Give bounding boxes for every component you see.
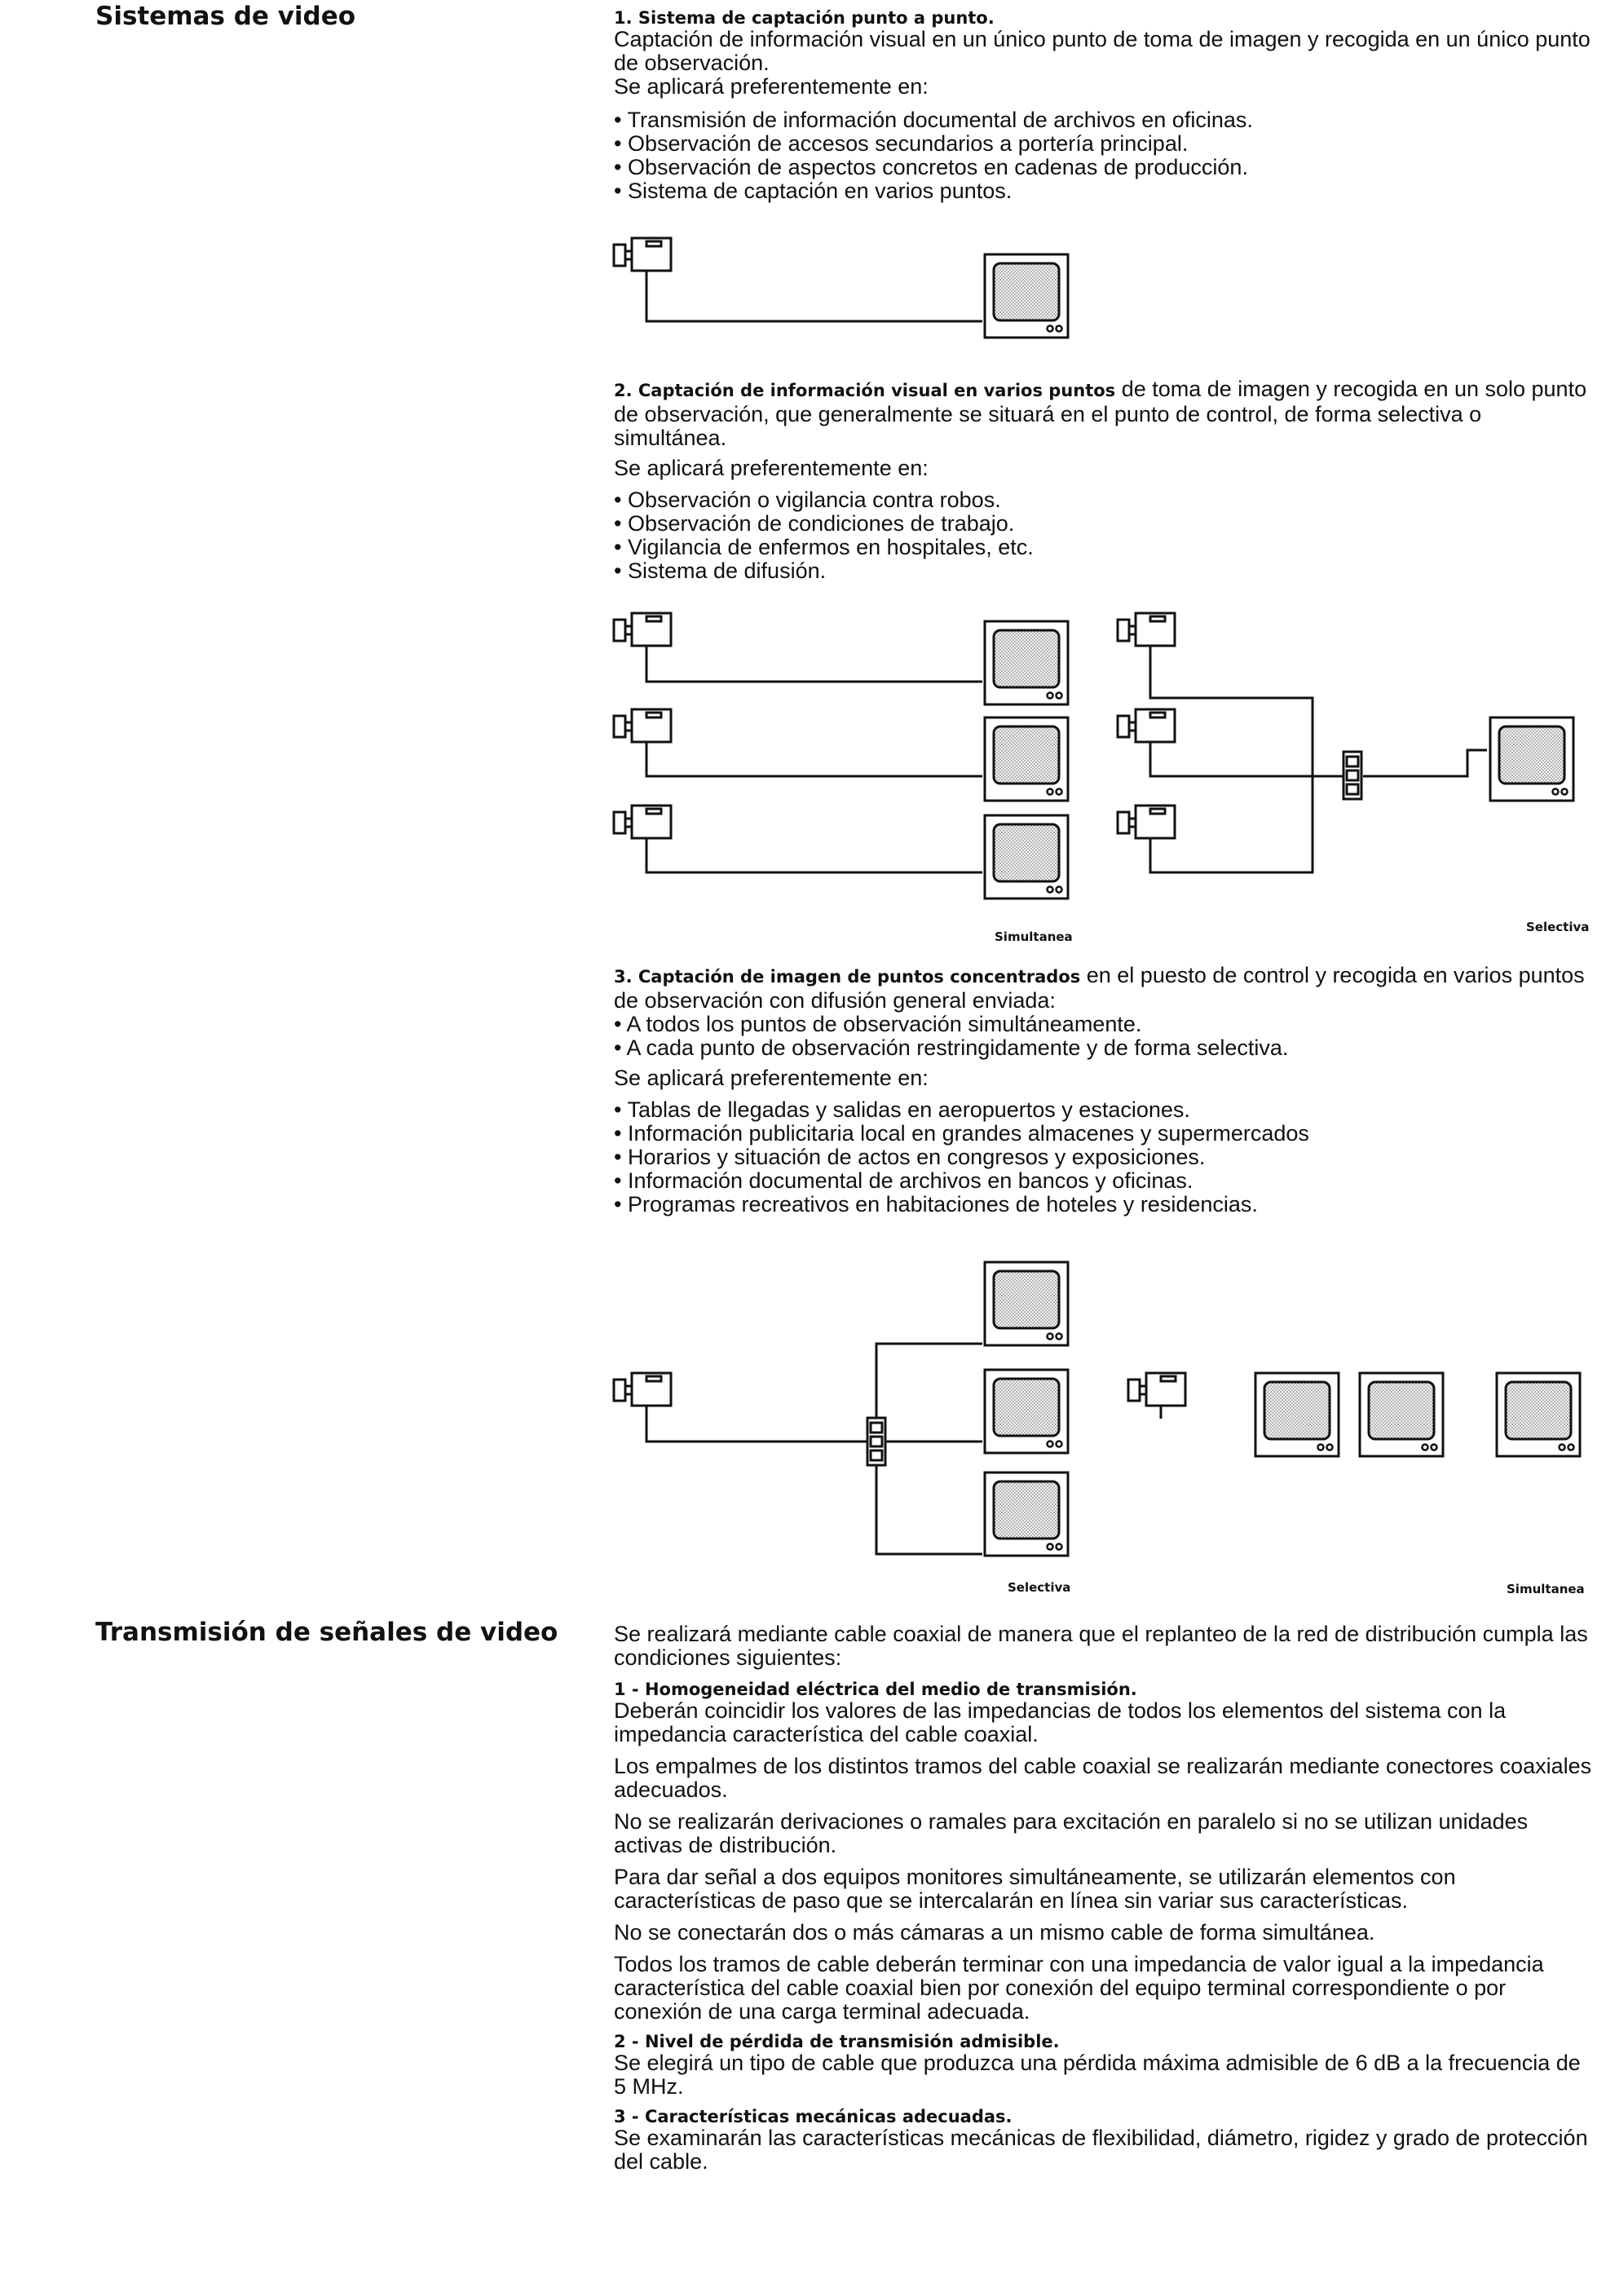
s2-heading-1: 1 - Homogeneidad eléctrica del medio de transmisión. [614,1680,1137,1699]
list-item: • Programas recreativos en habitaciones de hoteles y residencias. [614,1193,1596,1216]
s2-heading-2: 2 - Nivel de pérdida de transmisión admisible. [614,2032,1060,2051]
monitor-icon [1360,1373,1443,1456]
s2-paragraph: Se elegirá un tipo de cable que produzca una pérdida máxima admisible de 6 dB a la frecuencia de 5 MHz. [614,2051,1581,2099]
wiring [646,284,1487,1554]
list-item: • Observación de condiciones de trabajo. [614,512,1596,536]
s2-paragraph: No se realizarán derivaciones o ramales para excitación en paralelo si no se utilizan unidades activas de distribución. [614,1809,1529,1857]
monitor-icon [1497,1373,1580,1456]
s2-heading-3: 3 - Características mecánicas adecuadas. [614,2107,1013,2126]
list-item: • A cada punto de observación restringidamente y de forma selectiva. [614,1036,1596,1060]
s2-paragraph: Todos los tramos de cable deberán terminar con una impedancia de valor igual a la impedancia característica del cable coaxial bien por conexión del equipo terminal correspondiente o por conexión de una carga terminal adecuada. [614,1952,1544,2024]
monitor-icon [985,1370,1068,1453]
section-title-video-systems: Sistemas de video [95,2,356,31]
list-item: • A todos los puntos de observación simultáneamente. [614,1013,1596,1036]
list-item: • Tablas de llegadas y salidas en aeropuertos y estaciones. [614,1098,1596,1122]
item2-heading: 2. Captación de información visual en varios puntos [614,381,1116,400]
monitor-icon [985,1262,1068,1345]
monitor-icon [985,621,1068,704]
caption-simultanea-2: Simultanea [995,929,1073,944]
list-item: • Información publicitaria local en grandes almacenes y supermercados [614,1122,1596,1146]
camera-icon [1118,709,1175,755]
section-title-video-transmission: Transmisión de señales de video [95,1618,558,1647]
s2-paragraph: No se conectarán dos o más cámaras a un mismo cable de forma simultánea. [614,1920,1375,1945]
switcher-icon [867,1418,885,1465]
monitor-icon [1255,1373,1339,1456]
monitor-icon [985,718,1068,801]
s2-paragraph: Los empalmes de los distintos tramos del cable coaxial se realizarán mediante conectores coaxiales adecuados. [614,1754,1592,1802]
camera-icon [614,1373,671,1419]
camera-icon [614,238,671,284]
list-item: • Transmisión de información documental de archivos en oficinas. [614,108,1596,132]
item3-text: en el puesto de control y recogida en varios puntos de observación con difusión general enviada: [614,963,1585,1013]
s2-intro: Se realizará mediante cable coaxial de manera que el replanteo de la red de distribución cumpla las condiciones siguientes: [614,1622,1588,1670]
item2-applies: Se aplicará preferentemente en: [614,456,929,480]
s2-paragraph: Para dar señal a dos equipos monitores simultáneamente, se utilizarán elementos con características de paso que se intercalarán en línea sin variar sus características. [614,1865,1456,1913]
camera-icon [1118,806,1175,851]
list-item: • Observación de aspectos concretos en cadenas de producción. [614,156,1596,179]
caption-selectiva-3: Selectiva [1008,1580,1071,1595]
list-item: • Información documental de archivos en bancos y oficinas. [614,1169,1596,1193]
item3-applies: Se aplicará preferentemente en: [614,1066,929,1090]
monitor-icon [985,254,1068,338]
item1-heading: 1. Sistema de captación punto a punto. [614,8,995,28]
list-item: • Sistema de captación en varios puntos. [614,179,1596,203]
camera-icon [1118,613,1175,659]
s2-paragraph: Se examinarán las características mecánicas de flexibilidad, diámetro, rigidez y grado de protección del cable. [614,2126,1588,2174]
list-item: • Observación de accesos secundarios a portería principal. [614,132,1596,156]
monitor-icon [1490,718,1573,801]
caption-selectiva-2: Selectiva [1526,920,1590,934]
item3-heading: 3. Captación de imagen de puntos concentrados [614,967,1081,987]
item1-text: Captación de información visual en un único punto de toma de imagen y recogida en un único punto de observación. [614,27,1591,75]
s2-paragraph: Deberán coincidir los valores de las impedancias de todos los elementos del sistema con la impedancia característica del cable coaxial. [614,1698,1507,1746]
list-item: • Vigilancia de enfermos en hospitales, etc. [614,536,1596,559]
list-item: • Sistema de difusión. [614,559,1596,583]
monitor-icon [985,815,1068,899]
monitor-icon [985,1473,1068,1556]
caption-simultanea-3: Simultanea [1507,1582,1585,1596]
camera-icon [614,709,671,755]
list-item: • Observación o vigilancia contra robos. [614,488,1596,512]
camera-icon [614,806,671,851]
item2-text: de toma de imagen y recogida en un solo punto de observación, que generalmente se situará en el punto de control, de forma selectiva o simultánea. [614,377,1587,450]
list-item: • Horarios y situación de actos en congresos y exposiciones. [614,1146,1596,1169]
switcher-icon [1343,752,1361,799]
camera-icon [614,613,671,659]
item1-applies: Se aplicará preferentemente en: [614,74,929,99]
camera-icon [1128,1373,1185,1419]
